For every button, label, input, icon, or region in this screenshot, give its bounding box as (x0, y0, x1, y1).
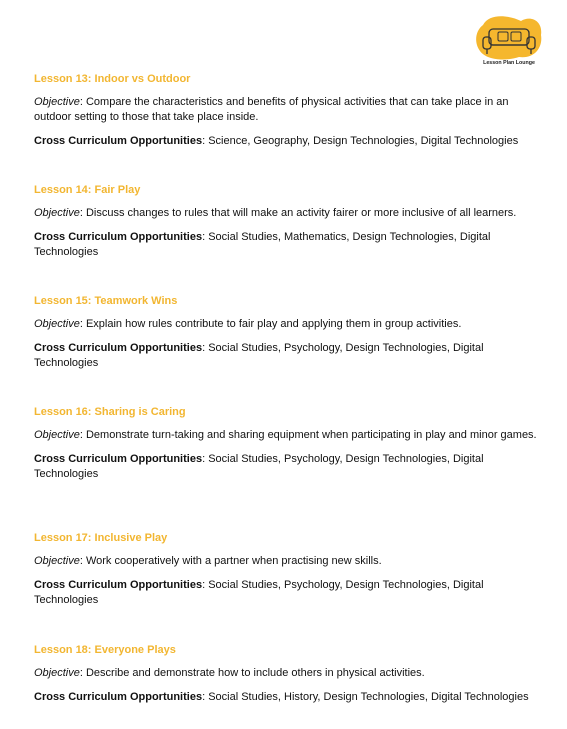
objective-label: Objective (34, 667, 80, 679)
lesson-cross-curriculum (34, 690, 542, 705)
lesson-18 (34, 643, 542, 714)
lesson-objective (34, 554, 542, 569)
lesson-16 (34, 405, 542, 491)
objective-text: : Work cooperatively with a partner when practising new skills. (79, 555, 382, 567)
lesson-17 (34, 531, 542, 617)
cross-curriculum-text: : Social Studies, Psychology, Design Technologies, Digital Technologies (34, 579, 484, 606)
cross-curriculum-label: Cross Curriculum Opportunities (34, 453, 203, 465)
lesson-objective (34, 666, 542, 681)
objective-label: Objective (34, 207, 80, 219)
objective-label: Objective (34, 318, 80, 330)
objective-label: Objective (34, 555, 80, 567)
lesson-cross-curriculum (34, 578, 542, 608)
lesson-title: Lesson 18: Everyone Plays (34, 644, 176, 656)
lesson-15 (34, 294, 542, 380)
cross-curriculum-text: : Science, Geography, Design Technologies, Digital Technologies (202, 135, 519, 147)
cross-curriculum-text: : Social Studies, Mathematics, Design Technologies, Digital Technologies (34, 231, 491, 258)
cross-curriculum-text: : Social Studies, Psychology, Design Technologies, Digital Technologies (34, 453, 484, 480)
lesson-cross-curriculum (34, 341, 542, 371)
cross-curriculum-label: Cross Curriculum Opportunities (34, 342, 203, 354)
cross-curriculum-label: Cross Curriculum Opportunities (34, 231, 203, 243)
objective-label: Objective (34, 429, 80, 441)
lesson-cross-curriculum (34, 230, 542, 260)
lesson-title: Lesson 14: Fair Play (34, 184, 141, 196)
lesson-objective (34, 95, 542, 125)
lesson-objective (34, 428, 542, 443)
lesson-objective (34, 317, 542, 332)
lesson-title: Lesson 17: Inclusive Play (34, 532, 168, 544)
logo-text: Lesson Plan Lounge (483, 60, 535, 66)
objective-text: : Demonstrate turn-taking and sharing equipment when participating in play and minor games. (79, 429, 537, 441)
objective-text: : Describe and demonstrate how to include others in physical activities. (79, 667, 425, 679)
lesson-14 (34, 183, 542, 269)
sofa-logo-icon (473, 15, 545, 61)
cross-curriculum-label: Cross Curriculum Opportunities (34, 691, 203, 703)
lesson-title: Lesson 16: Sharing is Caring (34, 406, 186, 418)
lesson-objective (34, 206, 542, 221)
lesson-cross-curriculum (34, 452, 542, 482)
objective-text: : Discuss changes to rules that will make an activity fairer or more inclusive of all learners. (79, 207, 517, 219)
lesson-plan-lounge-logo (473, 15, 545, 73)
lesson-title: Lesson 15: Teamwork Wins (34, 295, 178, 307)
cross-curriculum-label: Cross Curriculum Opportunities (34, 579, 203, 591)
lesson-cross-curriculum (34, 134, 542, 149)
objective-text: : Compare the characteristics and benefits of physical activities that can take place in an outdoor setting to those that take place inside. (34, 96, 509, 123)
cross-curriculum-label: Cross Curriculum Opportunities (34, 135, 203, 147)
cross-curriculum-text: : Social Studies, Psychology, Design Technologies, Digital Technologies (34, 342, 484, 369)
cross-curriculum-text: : Social Studies, History, Design Technologies, Digital Technologies (202, 691, 529, 703)
lesson-13 (34, 72, 542, 158)
objective-label: Objective (34, 96, 80, 108)
lesson-title: Lesson 13: Indoor vs Outdoor (34, 73, 191, 85)
objective-text: : Explain how rules contribute to fair play and applying them in group activities. (79, 318, 462, 330)
